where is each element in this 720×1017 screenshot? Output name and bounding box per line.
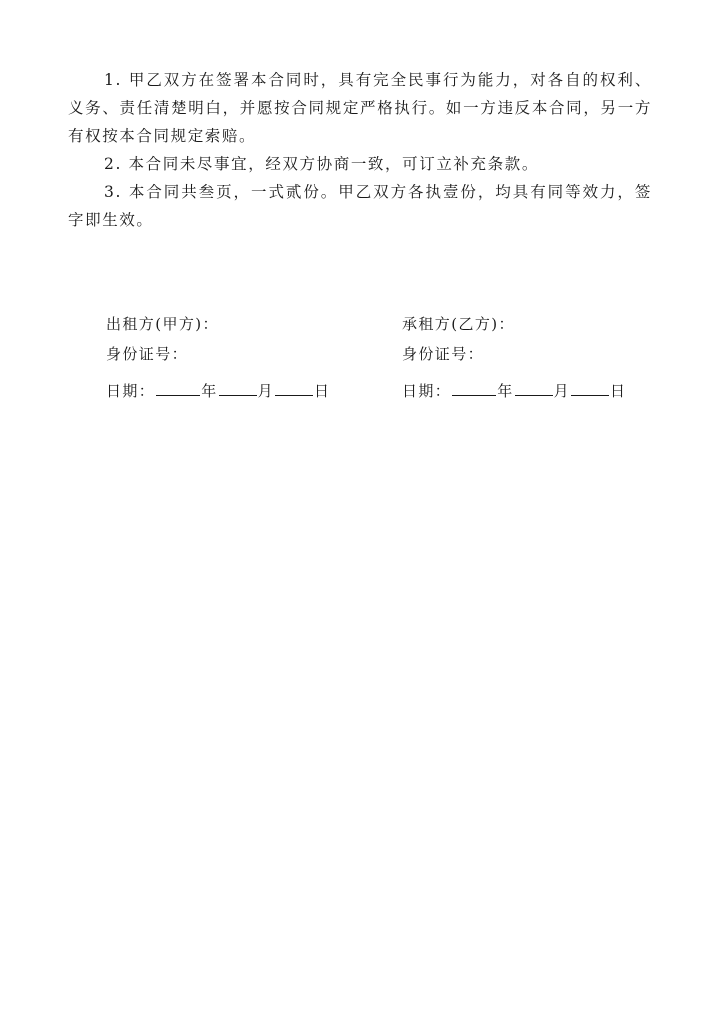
- party-a-title: 出租方(甲方)：: [106, 315, 219, 333]
- party-a-date-label: 日期：: [106, 382, 156, 400]
- party-a-year-blank[interactable]: [156, 381, 200, 396]
- contract-clauses: [68, 66, 652, 234]
- party-b-title: 承租方(乙方)：: [402, 315, 515, 333]
- party-b-month-label: 月: [553, 382, 571, 400]
- party-a-year-label: 年: [201, 382, 218, 400]
- party-b-date-line: [402, 381, 626, 401]
- party-b-day-blank[interactable]: [571, 381, 609, 396]
- party-a-day-blank[interactable]: [275, 381, 313, 396]
- party-b-year-label: 年: [497, 382, 514, 400]
- party-a-month-blank[interactable]: [219, 381, 257, 396]
- party-a-day-label: 日: [314, 382, 331, 400]
- party-b-day-label: 日: [610, 382, 627, 400]
- party-a-month-label: 月: [257, 382, 275, 400]
- party-a-id-label: 身份证号：: [106, 345, 189, 363]
- clause-1: 1. 甲乙双方在签署本合同时，具有完全民事行为能力，对各自的权利、义务、责任清楚明白，并愿按合同规定严格执行。如一方违反本合同，另一方有权按本合同规定索赔。: [68, 71, 652, 145]
- party-a-date-line: [106, 381, 330, 401]
- clause-2: 2. 本合同未尽事宜，经双方协商一致，可订立补充条款。: [104, 155, 539, 173]
- party-b-year-blank[interactable]: [452, 381, 496, 396]
- clause-3: 3. 本合同共叁页，一式贰份。甲乙双方各执壹份，均具有同等效力，签字即生效。: [68, 183, 652, 229]
- party-b-id-label: 身份证号：: [402, 345, 485, 363]
- party-b-date-label: 日期：: [402, 382, 452, 400]
- party-b-month-blank[interactable]: [515, 381, 553, 396]
